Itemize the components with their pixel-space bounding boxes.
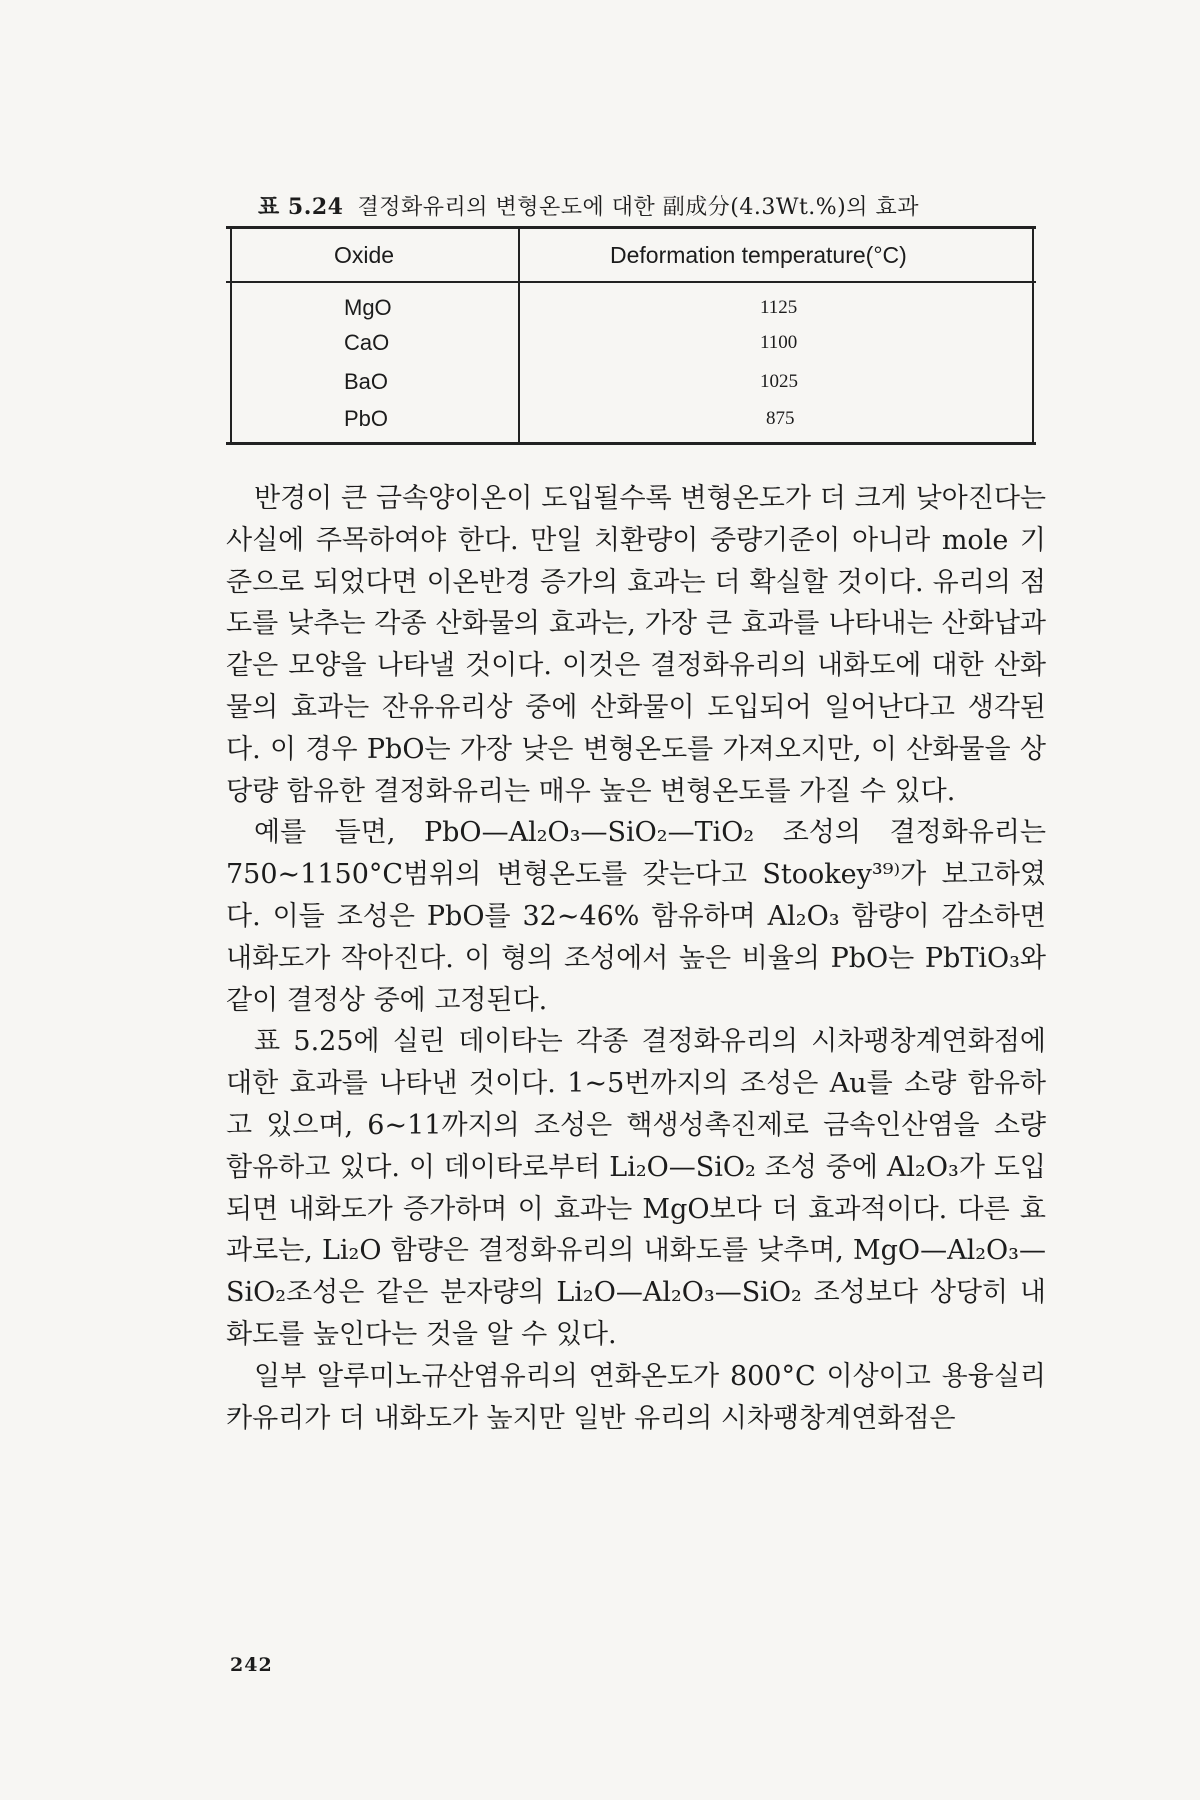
table-caption <box>258 190 919 221</box>
table-label: 표 5.24 <box>258 194 344 220</box>
table-column-divider <box>518 226 520 445</box>
table-header-rule <box>226 281 1036 283</box>
column-header-oxide: Oxide <box>334 242 395 268</box>
table-cell-temperature: 1025 <box>760 371 798 392</box>
table-cell-oxide: CaO <box>344 330 390 355</box>
paragraph: 표 5.25에 실린 데이타는 각종 결정화유리의 시차팽창계연화점에 대한 효과를 나타낸 것이다. 1∼5번까지의 조성은 Au를 소량 함유하고 있으며, 6∼11까지의 조성은 핵생성촉진제로 금속인산염을 소량 함유하고 있다. 이 데이타로부터 Li₂O—SiO₂ 조성 중에 Al₂O₃가 도입되면 내화도가 증가하며 이 효과는 MgO보다 더 효과적이다. 다른 효과로는, Li₂O 함량은 결정화유리의 내화도를 낮추며, MgO—Al₂O₃—SiO₂조성은 같은 분자량의 Li₂O—Al₂O₃—SiO₂ 조성보다 상당히 내화도를 높인다는 것을 알 수 있다. <box>226 1026 1046 1350</box>
paragraph: 예를 들면, PbO—Al₂O₃—SiO₂—TiO₂ 조성의 결정화유리는 750∼1150°C범위의 변형온도를 갖는다고 Stookey³⁹⁾가 보고하였다. 이들 조성은 PbO를 32∼46% 함유하며 Al₂O₃ 함량이 감소하면 내화도가 작아진다. 이 형의 조성에서 높은 비율의 PbO는 PbTiO₃와 같이 결정상 중에 고정된다. <box>226 817 1046 1016</box>
column-header-temperature: Deformation temperature(°C) <box>610 242 907 268</box>
table-cell-temperature: 1125 <box>760 297 798 318</box>
table-right-border <box>1032 226 1034 445</box>
body-text <box>226 478 1046 1439</box>
paragraph: 반경이 큰 금속양이온이 도입될수록 변형온도가 더 크게 낮아진다는 사실에 주목하여야 한다. 만일 치환량이 중량기준이 아니라 mole 기준으로 되었다면 이온반경 증가의 효과는 더 확실할 것이다. 유리의 점도를 낮추는 각종 산화물의 효과는, 가장 큰 효과를 나타내는 산화납과 같은 모양을 나타낼 것이다. 이것은 결정화유리의 내화도에 대한 산화물의 효과는 잔유유리상 중에 산화물이 도입되어 일어난다고 생각된다. 이 경우 PbO는 가장 낮은 변형온도를 가져오지만, 이 산화물을 상당량 함유한 결정화유리는 매우 높은 변형온도를 가질 수 있다. <box>226 483 1046 807</box>
table-cell-temperature: 875 <box>766 408 795 429</box>
table-cell-oxide: BaO <box>344 369 389 394</box>
page-number: 242 <box>230 1654 273 1676</box>
table-cell-oxide: MgO <box>344 295 392 320</box>
table-top-rule <box>226 226 1036 229</box>
table-left-border <box>230 226 232 445</box>
deformation-table <box>226 226 1036 444</box>
table-bottom-rule <box>226 442 1036 445</box>
table-cell-oxide: PbO <box>344 406 389 431</box>
table-cell-temperature: 1100 <box>760 332 798 353</box>
table-title: 결정화유리의 변형온도에 대한 副成分(4.3Wt.%)의 효과 <box>357 195 920 220</box>
paragraph: 일부 알루미노규산염유리의 연화온도가 800°C 이상이고 용융실리카유리가 더 내화도가 높지만 일반 유리의 시차팽창계연화점은 <box>226 1360 1046 1434</box>
